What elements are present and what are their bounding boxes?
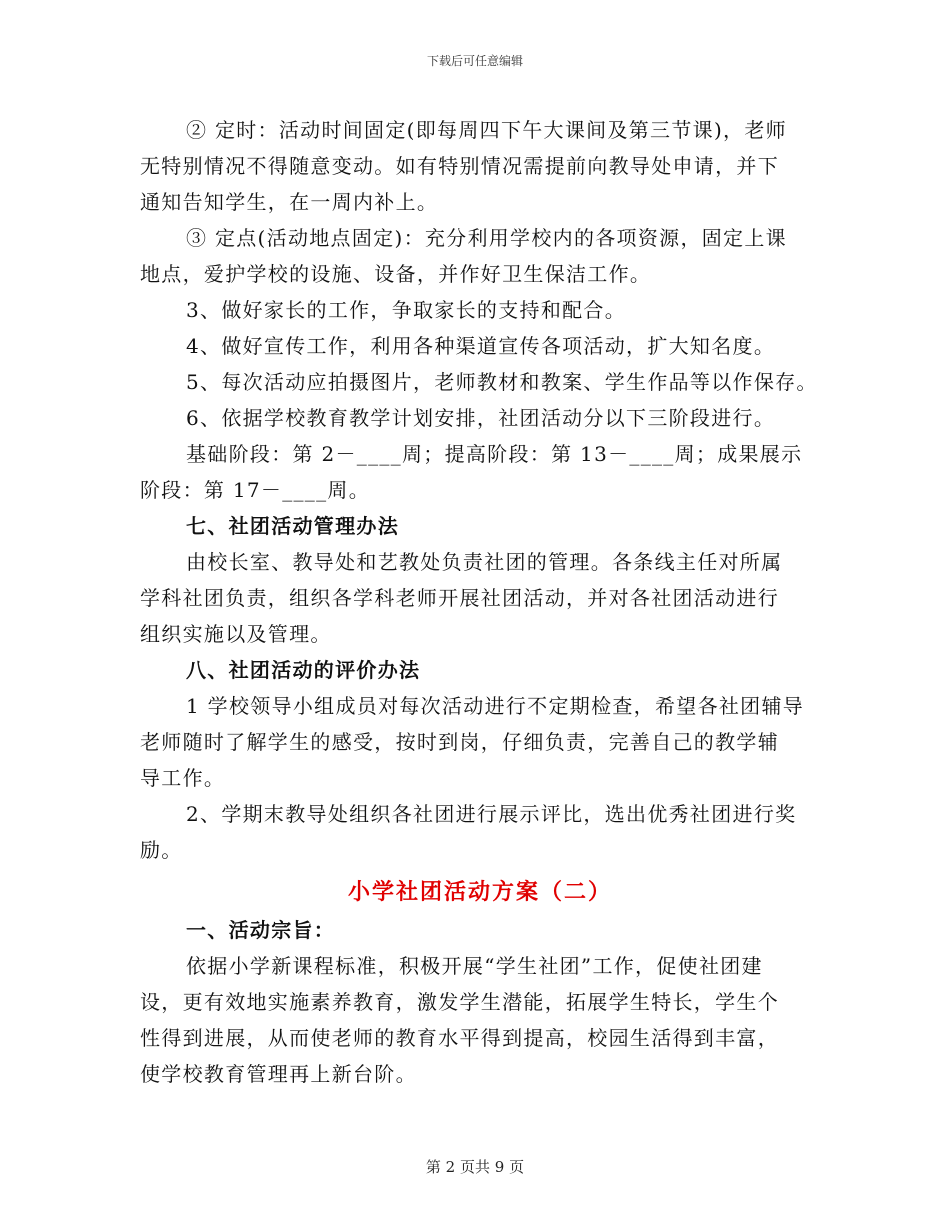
page-footer: 第 2 页共 9 页 bbox=[425, 1158, 525, 1176]
paragraph-line: 无特别情况不得随意变动。如有特别情况需提前向教导处申请，并下 bbox=[140, 154, 779, 178]
paragraph-line: 励。 bbox=[140, 838, 183, 862]
section-heading-1: 一、活动宗旨： bbox=[186, 918, 336, 942]
paragraph-line: 地点，爱护学校的设施、设备，并作好卫生保洁工作。 bbox=[140, 262, 652, 286]
paragraph-line: ③ 定点(活动地点固定)：充分利用学校内的各项资源，固定上课 bbox=[186, 226, 787, 250]
paragraph-line: 使学校教育管理再上新台阶。 bbox=[140, 1062, 417, 1086]
paragraph-line: 组织实施以及管理。 bbox=[140, 622, 332, 646]
paragraph-line: 性得到进展，从而使老师的教育水平得到提高，校园生活得到丰富， bbox=[140, 1026, 779, 1050]
document-body bbox=[140, 112, 820, 1092]
paragraph-line: 2、学期末教导处组织各社团进行展示评比，选出优秀社团进行奖 bbox=[186, 802, 797, 826]
paragraph-line: 通知告知学生，在一周内补上。 bbox=[140, 190, 439, 214]
paragraph-line: 导工作。 bbox=[140, 766, 226, 790]
section-heading-8: 八、社团活动的评价办法 bbox=[186, 658, 421, 682]
document-title: 小学社团活动方案（二） bbox=[347, 879, 612, 905]
paragraph-line: 老师随时了解学生的感受，按时到岗，仔细负责，完善自己的教学辅 bbox=[140, 730, 779, 754]
paragraph-line: 依据小学新课程标准，积极开展“学生社团”工作，促使社团建 bbox=[186, 954, 763, 978]
paragraph-line: ② 定时：活动时间固定(即每周四下午大课间及第三节课)，老师 bbox=[186, 118, 787, 142]
list-item-6: 6、依据学校教育教学计划安排，社团活动分以下三阶段进行。 bbox=[186, 406, 776, 430]
list-item-5: 5、每次活动应拍摄图片，老师教材和教案、学生作品等以作保存。 bbox=[186, 370, 818, 394]
list-item-4: 4、做好宣传工作，利用各种渠道宣传各项活动，扩大知名度。 bbox=[186, 334, 776, 358]
paragraph-line: 基础阶段：第 2－____周；提高阶段：第 13－____周；成果展示 bbox=[186, 442, 803, 466]
paragraph-line: 1 学校领导小组成员对每次活动进行不定期检查，希望各社团辅导 bbox=[186, 694, 805, 718]
list-item-3: 3、做好家长的工作，争取家长的支持和配合。 bbox=[186, 298, 627, 322]
paragraph-line: 由校长室、教导处和艺教处负责社团的管理。各条线主任对所属 bbox=[186, 550, 783, 574]
section-heading-7: 七、社团活动管理办法 bbox=[186, 514, 399, 538]
paragraph-line: 设，更有效地实施素养教育，激发学生潜能，拓展学生特长，学生个 bbox=[140, 990, 779, 1014]
paragraph-line: 阶段：第 17－____周。 bbox=[140, 478, 371, 502]
page-header: 下载后可任意编辑 bbox=[426, 54, 523, 68]
paragraph-line: 学科社团负责，组织各学科老师开展社团活动，并对各社团活动进行 bbox=[140, 586, 779, 610]
